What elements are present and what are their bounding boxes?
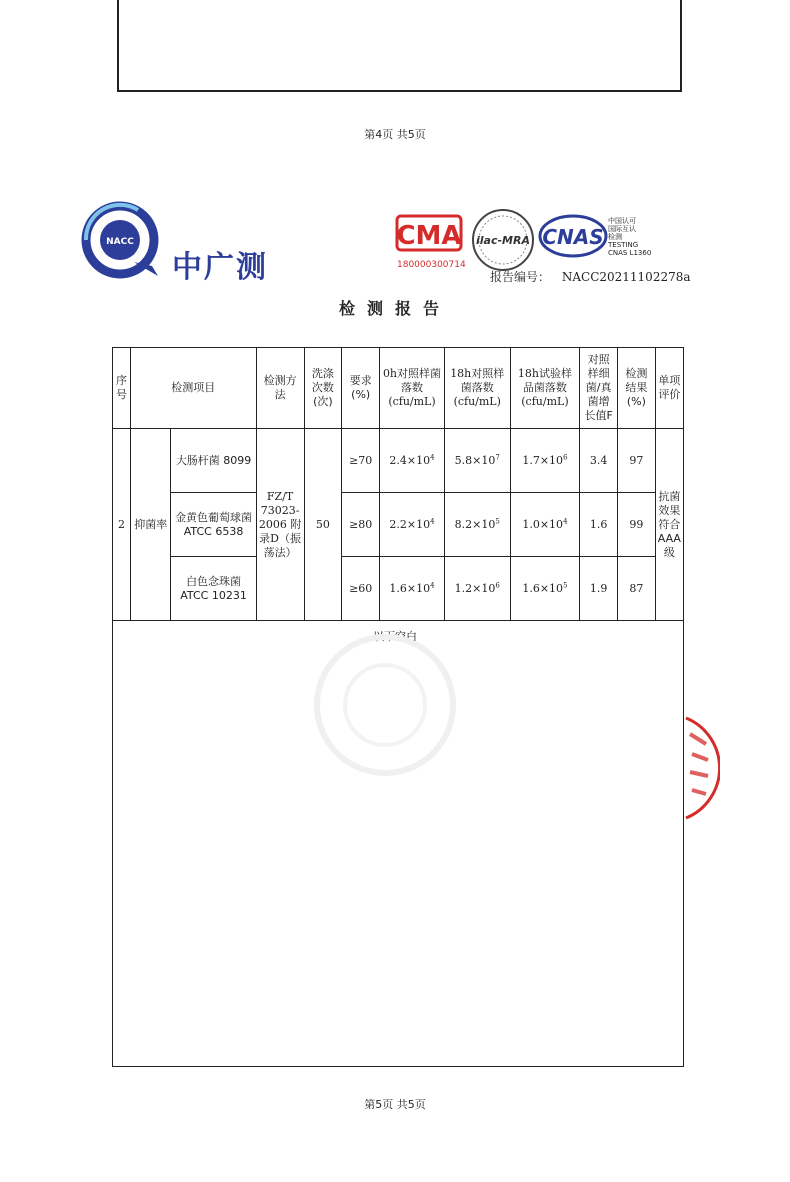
table-header-row — [113, 348, 684, 429]
test-method: FZ/T 73023-2006 附录D（振荡法） — [256, 429, 304, 621]
watermark-seal-icon — [300, 630, 470, 780]
header-method: 检测方法 — [256, 348, 304, 429]
report-number — [490, 268, 691, 285]
table-row — [113, 493, 684, 557]
organism-name: 大肠杆菌 8099 — [171, 429, 256, 493]
cma-mark-icon — [395, 214, 463, 260]
row-seq: 2 — [113, 429, 131, 621]
blank-below-note: 以下空白 — [373, 630, 417, 643]
control-0h-value: $2.2\times 10^4$ — [380, 493, 445, 557]
cma-number: 180000300714 — [397, 260, 466, 270]
page-footer: 第5页 共5页 — [364, 1098, 426, 1111]
cnas-mark-icon — [538, 214, 608, 258]
wash-count: 50 — [304, 429, 342, 621]
header-growth-f: 对照样细菌/真菌增长值F — [580, 348, 618, 429]
report-title: 检测报告 — [338, 299, 451, 318]
test-18h-value: $1.0\times 10^4$ — [510, 493, 580, 557]
header-18h-control: 18h对照样菌落数(cfu/mL) — [444, 348, 510, 429]
test-18h-value: $1.6\times 10^5$ — [510, 557, 580, 621]
cma-text: CMA — [396, 221, 462, 251]
ilac-mra-icon — [471, 208, 535, 272]
header-result: 检测结果(%) — [617, 348, 655, 429]
header-seq: 序号 — [113, 348, 131, 429]
organism-name: 金黄色葡萄球菌 ATCC 6538 — [171, 493, 256, 557]
growth-f-value: 1.6 — [580, 493, 618, 557]
previous-page-footer: 第4页 共5页 — [364, 128, 426, 141]
logo-badge-text: NACC — [106, 237, 134, 247]
result-value: 99 — [617, 493, 655, 557]
requirement-value: ≥80 — [342, 493, 380, 557]
requirement-value: ≥60 — [342, 557, 380, 621]
evaluation-text: 抗菌效果符合AAA级 — [655, 429, 683, 621]
previous-page-frame — [117, 0, 682, 92]
header-wash: 洗涤次数(次) — [304, 348, 342, 429]
report-number-value: NACC20211102278a — [561, 270, 691, 284]
header-18h-test: 18h试验样品菌落数(cfu/mL) — [510, 348, 580, 429]
header-evaluation: 单项评价 — [655, 348, 683, 429]
requirement-value: ≥70 — [342, 429, 380, 493]
control-18h-value: $1.2\times 10^6$ — [444, 557, 510, 621]
test-18h-value: $1.7\times 10^6$ — [510, 429, 580, 493]
ilac-text: ilac-MRA — [476, 234, 530, 247]
nacc-logo-icon — [78, 200, 170, 284]
header-0h-control: 0h对照样菌落数(cfu/mL) — [380, 348, 445, 429]
cnas-text: CNAS — [542, 225, 604, 249]
control-0h-value: $2.4\times 10^4$ — [380, 429, 445, 493]
growth-f-value: 1.9 — [580, 557, 618, 621]
item-group: 抑菌率 — [130, 429, 171, 621]
header-item: 检测项目 — [130, 348, 256, 429]
header-requirement: 要求(%) — [342, 348, 380, 429]
report-number-label: 报告编号： — [490, 270, 551, 284]
cnas-description: 中国认可 国际互认 检测 TESTING CNAS L1360 — [608, 217, 652, 257]
growth-f-value: 3.4 — [580, 429, 618, 493]
result-value: 97 — [617, 429, 655, 493]
table-row — [113, 557, 684, 621]
test-results-table — [112, 347, 684, 621]
organism-name: 白色念珠菌 ATCC 10231 — [171, 557, 256, 621]
table-row — [113, 429, 684, 493]
result-value: 87 — [617, 557, 655, 621]
control-0h-value: $1.6\times 10^4$ — [380, 557, 445, 621]
control-18h-value: $5.8\times 10^7$ — [444, 429, 510, 493]
red-stamp-icon — [680, 714, 720, 822]
company-name: 中广测 — [172, 250, 268, 285]
control-18h-value: $8.2\times 10^5$ — [444, 493, 510, 557]
